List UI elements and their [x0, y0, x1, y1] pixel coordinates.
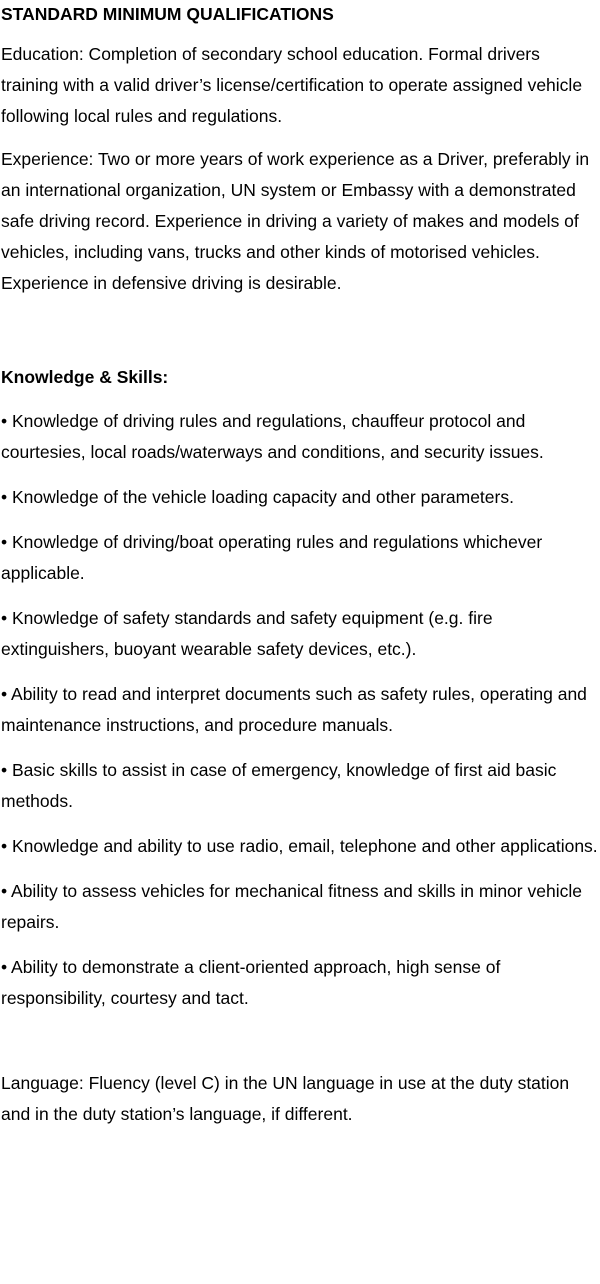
list-item: • Knowledge of driving rules and regulations, chauffeur protocol and courtesies, local roads/waterways and conditions, and security issues. [1, 411, 544, 462]
education-paragraph: Education: Completion of secondary school education. Formal drivers training with a valid driver’s license/certification to operate assigned vehicle following local rules and regulations. [1, 44, 583, 126]
knowledge-skills-list [1, 406, 600, 1014]
list-item: • Knowledge of the vehicle loading capacity and other parameters. [1, 487, 514, 507]
list-item: • Knowledge of driving/boat operating rules and regulations whichever applicable. [1, 532, 543, 583]
list-item: • Ability to read and interpret documents such as safety rules, operating and maintenance instructions, and procedure manuals. [1, 684, 587, 735]
experience-paragraph: Experience: Two or more years of work experience as a Driver, preferably in an international organization, UN system or Embassy with a demonstrated safe driving record. Experience in driving a variety of makes and models of vehicles, including vans, trucks and other kinds of motorised vehicles. Experience in defensive driving is desirable. [1, 149, 590, 293]
list-item: • Knowledge of safety standards and safety equipment (e.g. fire extinguishers, buoyant wearable safety devices, etc.). [1, 608, 493, 659]
section-title: STANDARD MINIMUM QUALIFICATIONS [1, 4, 334, 24]
knowledge-skills-heading: Knowledge & Skills: [1, 367, 169, 387]
list-item: • Basic skills to assist in case of emergency, knowledge of first aid basic methods. [1, 760, 557, 811]
list-item: • Ability to demonstrate a client-oriented approach, high sense of responsibility, courtesy and tact. [1, 957, 501, 1008]
list-item: • Knowledge and ability to use radio, email, telephone and other applications. [1, 836, 598, 856]
language-paragraph: Language: Fluency (level C) in the UN language in use at the duty station and in the duty station’s language, if different. [1, 1073, 570, 1124]
list-item: • Ability to assess vehicles for mechanical fitness and skills in minor vehicle repairs. [1, 881, 582, 932]
